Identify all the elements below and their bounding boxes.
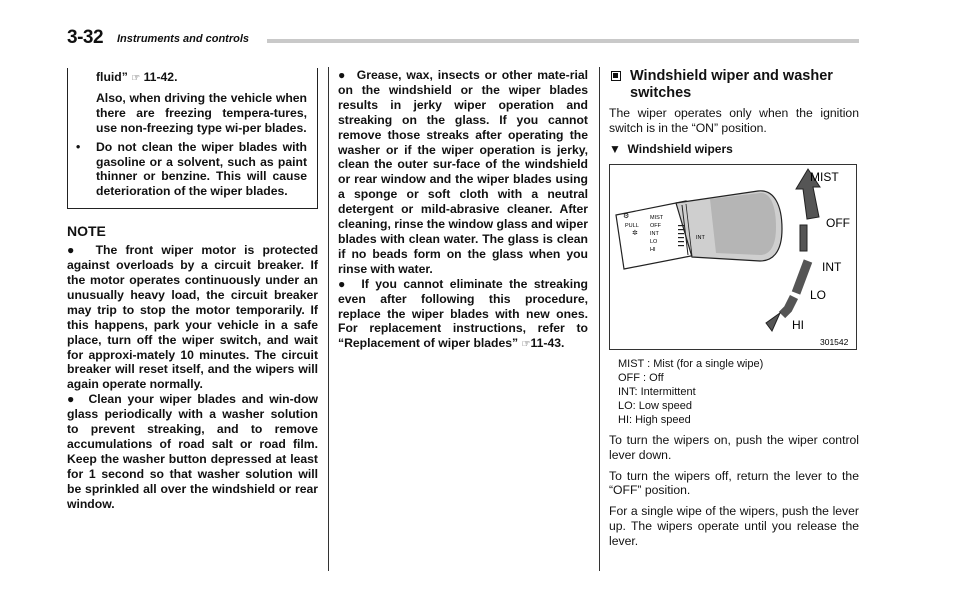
cleaning-bullet-1 xyxy=(338,68,588,277)
note-bullet-1-text: The front wiper motor is protected against overloads by a circuit breaker. If the motor operates continuously under an unusually heavy load, the circuit breaker may trip to stop the motor temporarily. If this happens, park your vehicle in a safe place, turn off the wiper switch, and wait for approxi-mately 10 minutes. The circuit breaker will reset itself, and the wipers will again operate normally. xyxy=(67,243,319,392)
section-heading xyxy=(609,68,859,102)
lever-hi-label: HI xyxy=(650,246,656,253)
legend-item-off: OFF : Off xyxy=(618,371,664,384)
column-right xyxy=(609,68,859,555)
box-paragraph: Also, when driving the vehicle when there are freezing tempera-tures, use non-freezing type wi-per blades. xyxy=(96,90,307,135)
lo-arc xyxy=(782,297,794,315)
note-bullet-1 xyxy=(67,243,318,392)
box-line1-ref: 11-42. xyxy=(143,70,178,84)
column-left xyxy=(67,68,318,511)
lever-mist-label: MIST xyxy=(650,214,664,221)
intro-paragraph: The wiper operates only when the ignition switch is in the “ON” position. xyxy=(609,106,859,135)
off-position-bar xyxy=(800,225,807,251)
lever-pull-label: ⚙ xyxy=(623,212,630,220)
lever-lo-label: LO xyxy=(650,238,658,245)
subheading xyxy=(609,142,859,157)
legend-item-lo: LO: Low speed xyxy=(618,399,692,412)
page-header xyxy=(67,27,859,49)
lo-label: LO xyxy=(810,287,827,302)
bullet-icon: ● xyxy=(67,392,83,407)
washer-icon: ✲ xyxy=(632,229,638,237)
legend-item-int: INT: Intermittent xyxy=(618,385,696,398)
hi-arrow-icon xyxy=(766,313,780,331)
caution-box xyxy=(67,68,318,209)
heading-square-icon xyxy=(611,71,621,81)
lever-knob-shade xyxy=(710,193,776,255)
cleaning-bullet-2-ref: 11-43. xyxy=(530,336,565,351)
cleaning-bullet-1-text: Grease, wax, insects or other mate-rial on the windshield or the wiper blades results in jerky wiper operation and streaking on the glass. If you cannot remove those streaks after operating the washer or if the wiper operation is jerky, clean the outer sur-face of the windshield or rear window and the wiper blades using a sponge or soft cloth with a neutral detergent or mild-abrasive cleaner. After cleaning, rinse the window glass and wiper blades with clean water. The glass is clean if no beads form on the glass when you rinse with water. xyxy=(338,68,588,276)
lever-int-mark: INT xyxy=(696,234,705,241)
bullet-icon: ● xyxy=(338,276,355,291)
lever-pull-label: PULL xyxy=(625,222,639,229)
instruction-paragraph-1: To turn the wipers on, push the wiper control lever down. xyxy=(609,432,859,462)
int-arc xyxy=(796,261,808,293)
cleaning-bullet-2 xyxy=(338,277,588,354)
box-bullet-text: Do not clean the wiper blades with gasoline or a solvent, such as paint thinner or benzine. This will cause deterioration of the wiper blades. xyxy=(96,139,307,199)
int-label: INT xyxy=(822,259,842,274)
column-divider-2 xyxy=(599,67,600,571)
box-line1-text: fluid” xyxy=(96,70,128,84)
hi-label: HI xyxy=(792,317,804,332)
note-bullet-2-text: Clean your wiper blades and win-dow glass periodically with a washer solution to prevent streaking, and to remove accumulations of road salt or road film. Keep the washer button depressed at least for 1 second so that washer solution will be sprinkled all over the windshield or rear window. xyxy=(67,392,318,511)
cleaning-bullet-2-text: If you cannot eliminate the streaking even after following this procedure, replace the wiper blades with new ones. For replacement instructions, refer to “Replacement of wiper blades” xyxy=(338,276,589,351)
lever-off-label: OFF xyxy=(650,222,661,229)
note-title: NOTE xyxy=(67,223,106,240)
lever-int-label: INT xyxy=(650,230,659,237)
wiper-lever-figure xyxy=(609,164,857,350)
section-heading-text: Windshield wiper and washer switches xyxy=(630,68,833,101)
box-bullet xyxy=(76,140,307,200)
legend-item-hi: HI: High speed xyxy=(618,413,691,426)
page-reference-icon: ☞ xyxy=(131,73,141,84)
subheading-text: Windshield wipers xyxy=(627,141,733,156)
legend-item-mist: MIST : Mist (for a single wipe) xyxy=(618,357,764,370)
bullet-icon: ● xyxy=(338,68,352,82)
page-reference-icon: ☞ xyxy=(521,339,531,351)
figure-id: 301542 xyxy=(820,336,849,347)
off-label: OFF xyxy=(826,215,850,230)
instruction-paragraph-2: To turn the wipers off, return the lever to the “OFF” position. xyxy=(609,468,859,498)
section-title: Instruments and controls xyxy=(117,33,250,45)
figure-legend xyxy=(609,357,859,427)
column-middle xyxy=(338,68,588,353)
note-bullet-2 xyxy=(67,392,318,511)
wiper-lever-illustration xyxy=(610,165,858,351)
triangle-down-icon: ▼ xyxy=(609,141,628,156)
bullet-icon: • xyxy=(76,139,81,154)
page-number: 3-32 xyxy=(67,27,104,48)
mist-label: MIST xyxy=(810,169,839,184)
header-rule xyxy=(267,39,859,43)
bullet-icon: ● xyxy=(67,243,88,258)
instruction-paragraph-3: For a single wipe of the wipers, push the lever up. The wipers operate until you release the lever. xyxy=(609,504,859,549)
column-divider-1 xyxy=(328,67,329,571)
box-reference-line xyxy=(76,70,307,87)
